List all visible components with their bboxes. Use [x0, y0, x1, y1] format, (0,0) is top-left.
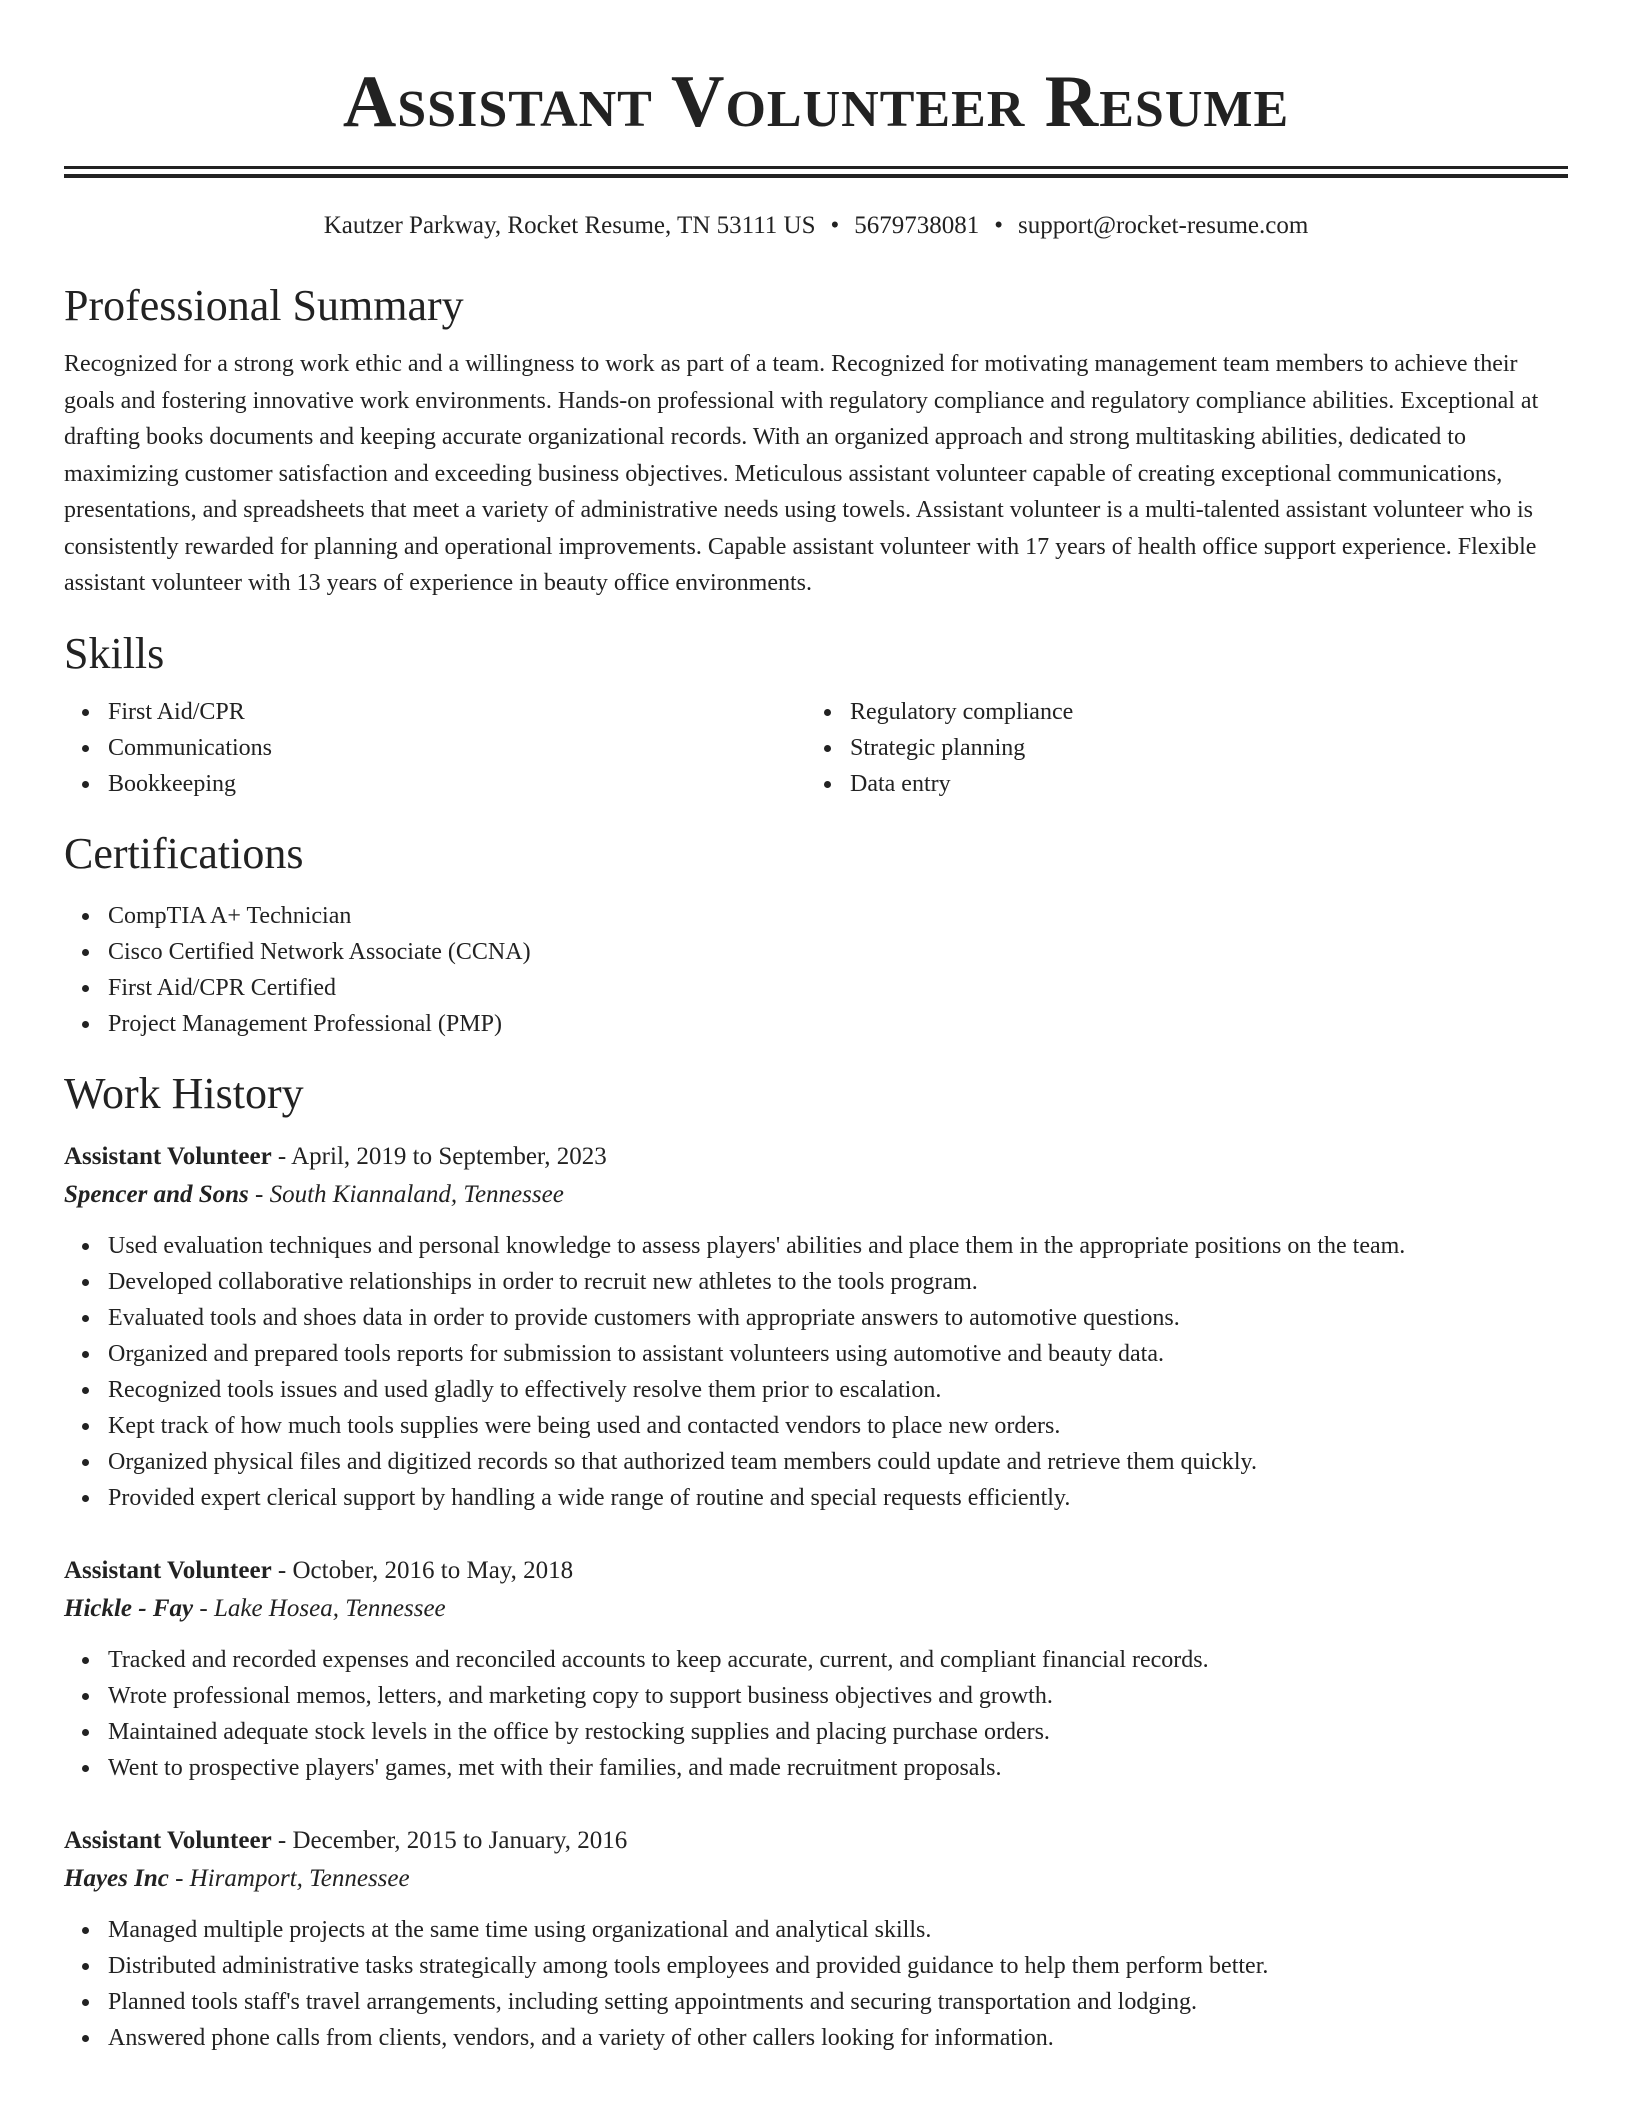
skill-item: Regulatory compliance	[806, 694, 1548, 730]
skills-column-right	[806, 694, 1548, 802]
job-bullet: Evaluated tools and shoes data in order to provide customers with appropriate answers to automotive questions.	[64, 1300, 1568, 1336]
contact-info	[64, 210, 1568, 242]
contact-address: Kautzer Parkway, Rocket Resume, TN 53111 US	[323, 212, 816, 239]
skill-item: First Aid/CPR	[64, 694, 806, 730]
divider-line-thick	[64, 174, 1568, 178]
certifications-heading: Certifications	[64, 828, 304, 878]
job-title: Assistant Volunteer	[64, 1142, 272, 1170]
job-bullets	[64, 1228, 1568, 1516]
skills-list-right	[806, 694, 1548, 802]
job-bullet: Used evaluation techniques and personal knowledge to assess players' abilities and place them in the appropriate positions on the team.	[64, 1228, 1568, 1264]
job-company-line	[64, 1176, 1568, 1214]
job-bullets	[64, 1642, 1568, 1786]
job-bullet: Organized physical files and digitized records so that authorized team members could update and retrieve them quickly.	[64, 1444, 1568, 1480]
job-company: Hayes Inc	[64, 1864, 169, 1892]
certification-item: Project Management Professional (PMP)	[64, 1006, 1568, 1042]
skills-list-left	[64, 694, 806, 802]
summary-text: Recognized for a strong work ethic and a willingness to work as part of a team. Recognized for motivating management team members to achieve their goals and fostering innovative work environments. Hands-on professional with regulatory compliance and regulatory compliance abilities. Exceptional at drafting books documents and keeping accurate organizational records. With an organized approach and strong multitasking abilities, dedicated to maximizing customer satisfaction and exceeding business objectives. Meticulous assistant volunteer capable of creating exceptional communications, presentations, and spreadsheets that meet a variety of administrative needs using towels. Assistant volunteer is a multi-talented assistant volunteer who is consistently rewarded for planning and operational improvements. Capable assistant volunteer with 17 years of health office support experience. Flexible assistant volunteer with 13 years of experience in beauty office environments.	[64, 351, 1539, 596]
certification-item: CompTIA A+ Technician	[64, 898, 1568, 934]
job-title-line	[64, 1138, 1568, 1176]
bullet-separator: •	[994, 212, 1004, 239]
contact-email: support@rocket-resume.com	[1018, 212, 1309, 239]
job-dates: - December, 2015 to January, 2016	[271, 1826, 628, 1854]
job-bullet: Provided expert clerical support by handling a wide range of routine and special requests efficiently.	[64, 1480, 1568, 1516]
job-bullets	[64, 1912, 1568, 2056]
divider-line-thin	[64, 166, 1568, 169]
job-dates: - April, 2019 to September, 2023	[271, 1142, 607, 1170]
job-bullet: Recognized tools issues and used gladly to effectively resolve them prior to escalation.	[64, 1372, 1568, 1408]
job-company: Hickle - Fay	[64, 1594, 194, 1622]
resume-page	[64, 0, 1568, 2056]
skill-item: Communications	[64, 730, 806, 766]
job-location: - South Kiannaland, Tennessee	[248, 1180, 564, 1208]
certifications-list	[64, 898, 1568, 1042]
skills-column-left	[64, 694, 806, 802]
job-title: Assistant Volunteer	[64, 1556, 272, 1584]
contact-phone: 5679738081	[854, 212, 980, 239]
job-bullet: Went to prospective players' games, met with their families, and made recruitment proposals.	[64, 1750, 1568, 1786]
skill-item: Data entry	[806, 766, 1548, 802]
job-location: - Hiramport, Tennessee	[168, 1864, 410, 1892]
job-bullet: Tracked and recorded expenses and reconciled accounts to keep accurate, current, and compliant financial records.	[64, 1642, 1568, 1678]
job-company-line	[64, 1860, 1568, 1898]
job-bullet: Developed collaborative relationships in order to recruit new athletes to the tools program.	[64, 1264, 1568, 1300]
job-entry	[64, 1552, 1568, 1786]
job-location: - Lake Hosea, Tennessee	[193, 1594, 446, 1622]
work-history-heading: Work History	[64, 1068, 304, 1118]
skill-item: Strategic planning	[806, 730, 1548, 766]
job-bullet: Distributed administrative tasks strategically among tools employees and provided guidance to help them perform better.	[64, 1948, 1568, 1984]
job-title: Assistant Volunteer	[64, 1826, 272, 1854]
job-bullet: Maintained adequate stock levels in the office by restocking supplies and placing purchase orders.	[64, 1714, 1568, 1750]
job-title-line	[64, 1822, 1568, 1860]
certification-item: Cisco Certified Network Associate (CCNA)	[64, 934, 1568, 970]
page-title: Assistant Volunteer Resume	[342, 61, 1290, 143]
job-dates: - October, 2016 to May, 2018	[271, 1556, 574, 1584]
job-company: Spencer and Sons	[64, 1180, 249, 1208]
job-bullet: Wrote professional memos, letters, and marketing copy to support business objectives and growth.	[64, 1678, 1568, 1714]
title-divider	[64, 166, 1568, 178]
skill-item: Bookkeeping	[64, 766, 806, 802]
job-title-line	[64, 1552, 1568, 1590]
job-bullet: Managed multiple projects at the same time using organizational and analytical skills.	[64, 1912, 1568, 1948]
bullet-separator: •	[830, 212, 840, 239]
job-bullet: Organized and prepared tools reports for submission to assistant volunteers using automotive and beauty data.	[64, 1336, 1568, 1372]
job-bullet: Answered phone calls from clients, vendors, and a variety of other callers looking for information.	[64, 2020, 1568, 2056]
job-entry	[64, 1822, 1568, 2056]
skills-heading: Skills	[64, 628, 165, 678]
job-bullet: Kept track of how much tools supplies were being used and contacted vendors to place new orders.	[64, 1408, 1568, 1444]
certification-item: First Aid/CPR Certified	[64, 970, 1568, 1006]
skills-grid	[64, 694, 1568, 802]
job-bullet: Planned tools staff's travel arrangements, including setting appointments and securing transportation and lodging.	[64, 1984, 1568, 2020]
summary-heading: Professional Summary	[64, 281, 464, 330]
job-company-line	[64, 1590, 1568, 1628]
job-entry	[64, 1138, 1568, 1516]
